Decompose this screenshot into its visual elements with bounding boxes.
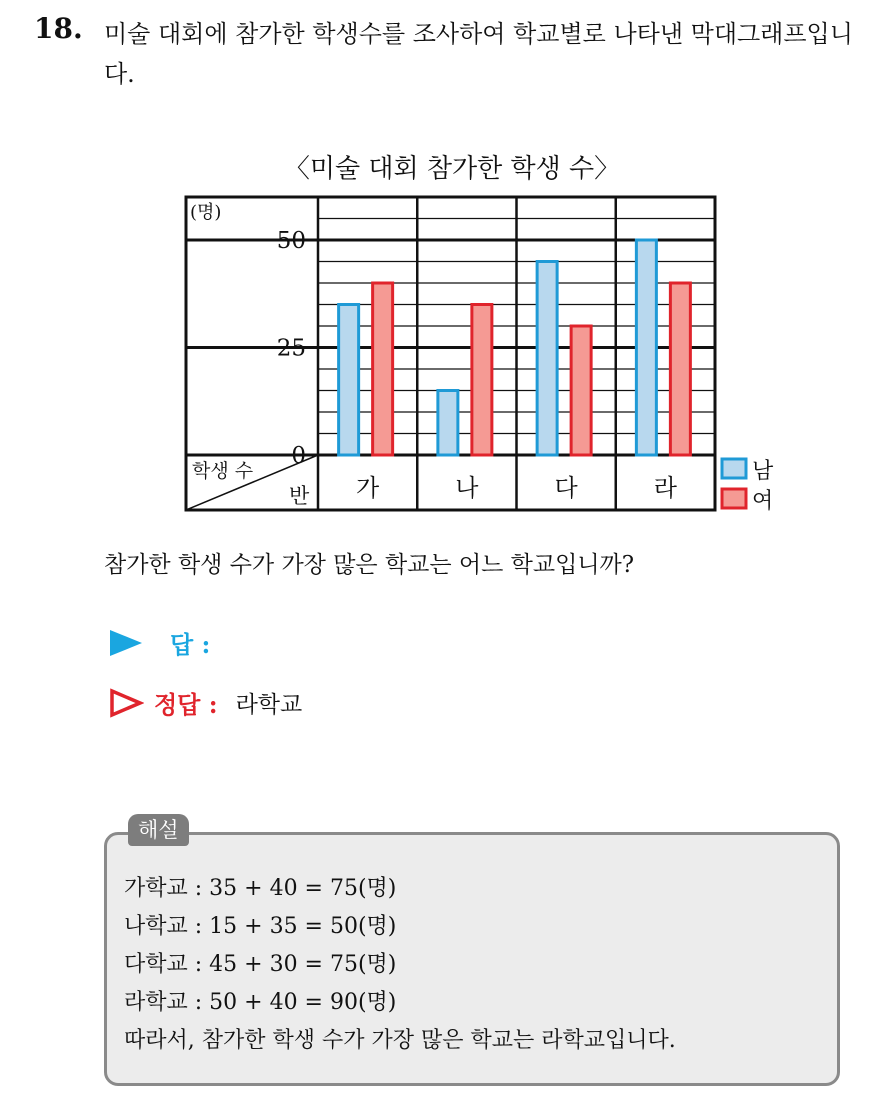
question-number: 18. xyxy=(34,12,83,45)
bar-여-가 xyxy=(373,283,393,455)
bar-여-나 xyxy=(472,305,492,456)
bar-여-다 xyxy=(571,326,591,455)
corner-top-label: 학생 수 xyxy=(192,460,254,482)
bar-남-나 xyxy=(438,391,458,456)
chart-title: 〈미술 대회 참가한 학생 수〉 xyxy=(283,154,621,184)
bar-남-다 xyxy=(537,262,557,456)
category-label: 나 xyxy=(455,474,479,502)
explanation-line: 가학교 : 35 + 40 = 75(명) xyxy=(124,876,397,901)
filled-triangle-icon xyxy=(108,628,144,658)
bar-남-가 xyxy=(339,305,359,456)
y-tick-label: 25 xyxy=(276,335,306,362)
explanation-line: 라학교 : 50 + 40 = 90(명) xyxy=(124,990,397,1015)
explanation-line: 나학교 : 15 + 35 = 50(명) xyxy=(124,914,397,939)
corner-bottom-label: 반 xyxy=(289,484,310,508)
bar-남-라 xyxy=(636,240,656,455)
bar-여-라 xyxy=(670,283,690,455)
legend-label: 남 xyxy=(752,459,774,484)
correct-answer-row xyxy=(108,685,302,720)
outline-triangle-icon xyxy=(108,688,144,718)
legend-swatch xyxy=(722,489,746,508)
explanation-line: 다학교 : 45 + 30 = 75(명) xyxy=(124,952,397,977)
explanation-line: 따라서, 참가한 학생 수가 가장 많은 학교는 라학교입니다. xyxy=(124,1028,676,1053)
category-label: 라 xyxy=(653,474,677,502)
sub-question: 참가한 학생 수가 가장 많은 학교는 어느 학교입니까? xyxy=(104,552,635,578)
category-label: 다 xyxy=(554,474,578,502)
bar-chart xyxy=(0,0,884,530)
correct-answer-value: 라학교 xyxy=(235,692,303,718)
y-tick-label: 50 xyxy=(276,228,306,254)
legend-label: 여 xyxy=(752,489,774,514)
y-tick-label: 0 xyxy=(291,443,306,469)
explanation-tag: 해설 xyxy=(128,814,189,846)
legend-swatch xyxy=(722,459,746,478)
answer-row xyxy=(108,625,210,660)
unit-label: (명) xyxy=(190,202,222,223)
answer-label: 답 : xyxy=(170,630,211,659)
question-text: 미술 대회에 참가한 학생수를 조사하여 학교별로 나타낸 막대그래프입니다. xyxy=(104,20,853,88)
category-label: 가 xyxy=(356,474,380,502)
explanation-lines xyxy=(124,870,676,1060)
correct-answer-label: 정답 : xyxy=(154,690,218,719)
